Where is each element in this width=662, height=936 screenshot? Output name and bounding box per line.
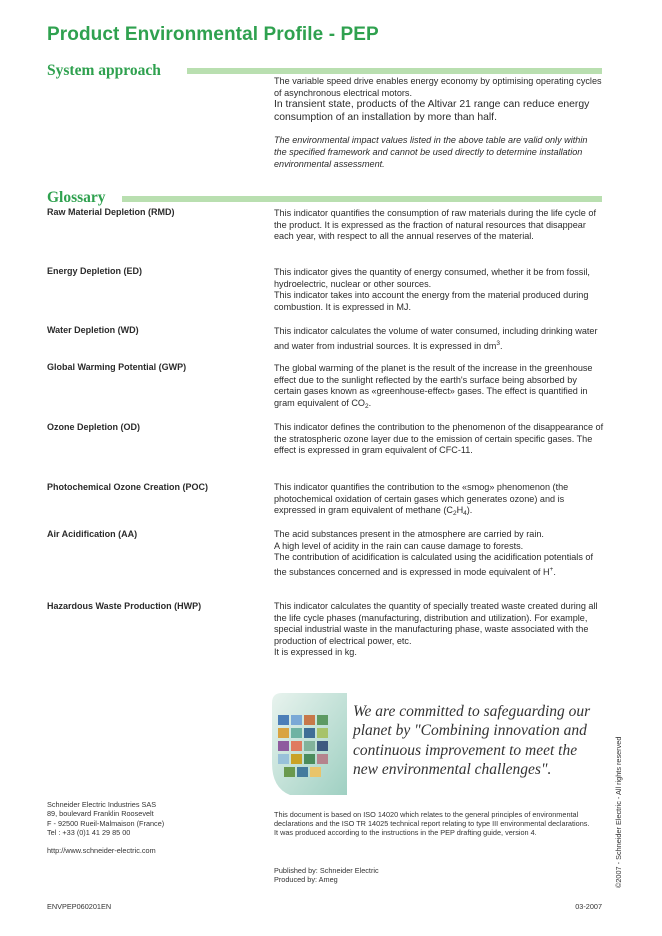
definition-tail: . (368, 397, 372, 408)
publisher-info (274, 866, 379, 885)
iso-note-line-2: It was produced according to the instructions in the PEP drafting guide, version 4. (274, 828, 537, 838)
glossary-term-od: Ozone Depletion (OD) (47, 422, 140, 432)
glossary-definition-rmd (274, 208, 604, 243)
glossary-definition-aa (274, 529, 604, 578)
definition-text: This indicator defines the contribution to the phenomenon of the disappearance of the stratospheric ozone layer due to the emission of certain specific gases. The effect is expressed in gram equivalent of CFC-11. (274, 422, 604, 456)
definition-text: This indicator gives the quantity of energy consumed, whether it be from fossil, hydroelectric, nuclear or other sources. (274, 267, 590, 289)
heading-rule (187, 68, 602, 74)
glossary-heading (47, 189, 602, 207)
iso-note (274, 810, 604, 838)
glossary-term-ed: Energy Depletion (ED) (47, 266, 143, 276)
definition-text: This indicator calculates the volume of water consumed, including drinking water and water from industrial sources. It is expressed in dm (274, 326, 598, 351)
definition-text: This indicator quantifies the contribution to the «smog» phenomenon (the photochemical oxidation of certain gases which generates ozone) and is expressed in gram equivalent of methane (C (274, 482, 569, 516)
definition-text: The global warming of the planet is the result of the increase in the greenhouse effect due to the sunlight reflected by the earth's surface being absorbed by certain gases known as «greenhouse-effect» gases. The effect is quantified in gram equivalent of CO (274, 363, 593, 408)
subscript: 2 (452, 510, 457, 518)
definition-text: This indicator quantifies the consumption of raw materials during the life cycle of the product. It is expressed as the fraction of natural resources that disappear each year, with respect to all the annual reserves of the material. (274, 208, 596, 242)
definition-tail: ). (466, 505, 473, 516)
company-phone: Tel : +33 (0)1 41 29 85 00 (47, 828, 131, 838)
subscript: 2 (364, 402, 369, 410)
glossary-definition-poc (274, 482, 604, 520)
section-heading-text: Glossary (47, 189, 114, 207)
definition-text: The acid substances present in the atmosphere are carried by rain. (274, 529, 544, 539)
document-reference: ENVPEP060201EN (47, 902, 112, 911)
glossary-term-poc: Photochemical Ozone Creation (POC) (47, 482, 209, 492)
glossary-term-aa: Air Acidification (AA) (47, 529, 138, 539)
produced-by: Produced by: Ameg (274, 875, 338, 885)
superscript: + (549, 565, 554, 573)
glossary-term-rmd: Raw Material Depletion (RMD) (47, 207, 175, 217)
section-heading-text: System approach (47, 62, 169, 80)
glossary-definition-hwp (274, 601, 604, 659)
page-title: Product Environmental Profile - PEP (47, 24, 379, 45)
system-approach-para-1: The variable speed drive enables energy economy by optimising operating cycles of asynchronous electrical motors. (274, 76, 602, 98)
system-approach-para-2: In transient state, products of the Altivar 21 range can reduce energy consumption of an installation by more than half. (274, 99, 590, 123)
company-address (47, 800, 164, 855)
definition-text: The contribution of acidification is calculated using the acidification potentials of the substances concerned and is expressed in mode equivalent of H (274, 552, 593, 577)
definition-mid: H (456, 505, 464, 516)
glossary-definition-ed (274, 267, 604, 313)
company-city: F - 92500 Rueil-Malmaison (France) (47, 818, 165, 828)
definition-text: A high level of acidity in the rain can cause damage to forests. (274, 540, 524, 551)
commitment-quote: We are committed to safeguarding our planet by "Combining innovation and continuous improvement to meet the new environmental challenges". (353, 703, 591, 779)
subscript: 4 (463, 510, 467, 518)
glossary-definition-od (274, 422, 604, 457)
document-date: 03-2007 (575, 902, 602, 911)
definition-tail: . (553, 566, 556, 577)
company-street: 89, boulevard Franklin Roosevelt (47, 809, 154, 819)
definition-tail: . (500, 340, 503, 351)
glossary-term-hwp: Hazardous Waste Production (HWP) (47, 601, 202, 611)
definition-text: This indicator takes into account the energy from the material produced during combustion. It is expressed in MJ. (274, 290, 589, 312)
glossary-term-wd: Water Depletion (WD) (47, 325, 139, 335)
system-approach-note: The environmental impact values listed in the above table are valid only within the specified framework and cannot be used directly to determine installation environmental assessment. (274, 135, 588, 169)
system-approach-body (274, 76, 602, 170)
environment-photo-collage (272, 693, 347, 795)
superscript: 3 (496, 339, 501, 347)
copyright-notice: ©2007 - Schneider Electric - All rights reserved (614, 736, 623, 888)
glossary-definition-gwp (274, 363, 604, 412)
glossary-term-gwp: Global Warming Potential (GWP) (47, 362, 187, 372)
definition-text: This indicator calculates the quantity of specially treated waste created during all the life cycle phases (manufacturing, distribution and utilization). For example, special industrial waste in the manufacturing phase, waste associated with the production of electrical power, etc. (274, 601, 598, 646)
heading-rule (122, 196, 602, 202)
company-website-link[interactable]: http://www.schneider-electric.com (47, 845, 156, 855)
glossary-definition-wd (274, 326, 604, 352)
published-by: Published by: Schneider Electric (274, 866, 379, 875)
iso-note-line-1: This document is based on ISO 14020 which relates to the general principles of environmental declarations and the ISO TR 14025 technical report relating to type III environmental declarations. (274, 810, 590, 829)
company-name: Schneider Electric Industries SAS (47, 800, 157, 809)
definition-text: It is expressed in kg. (274, 647, 357, 658)
